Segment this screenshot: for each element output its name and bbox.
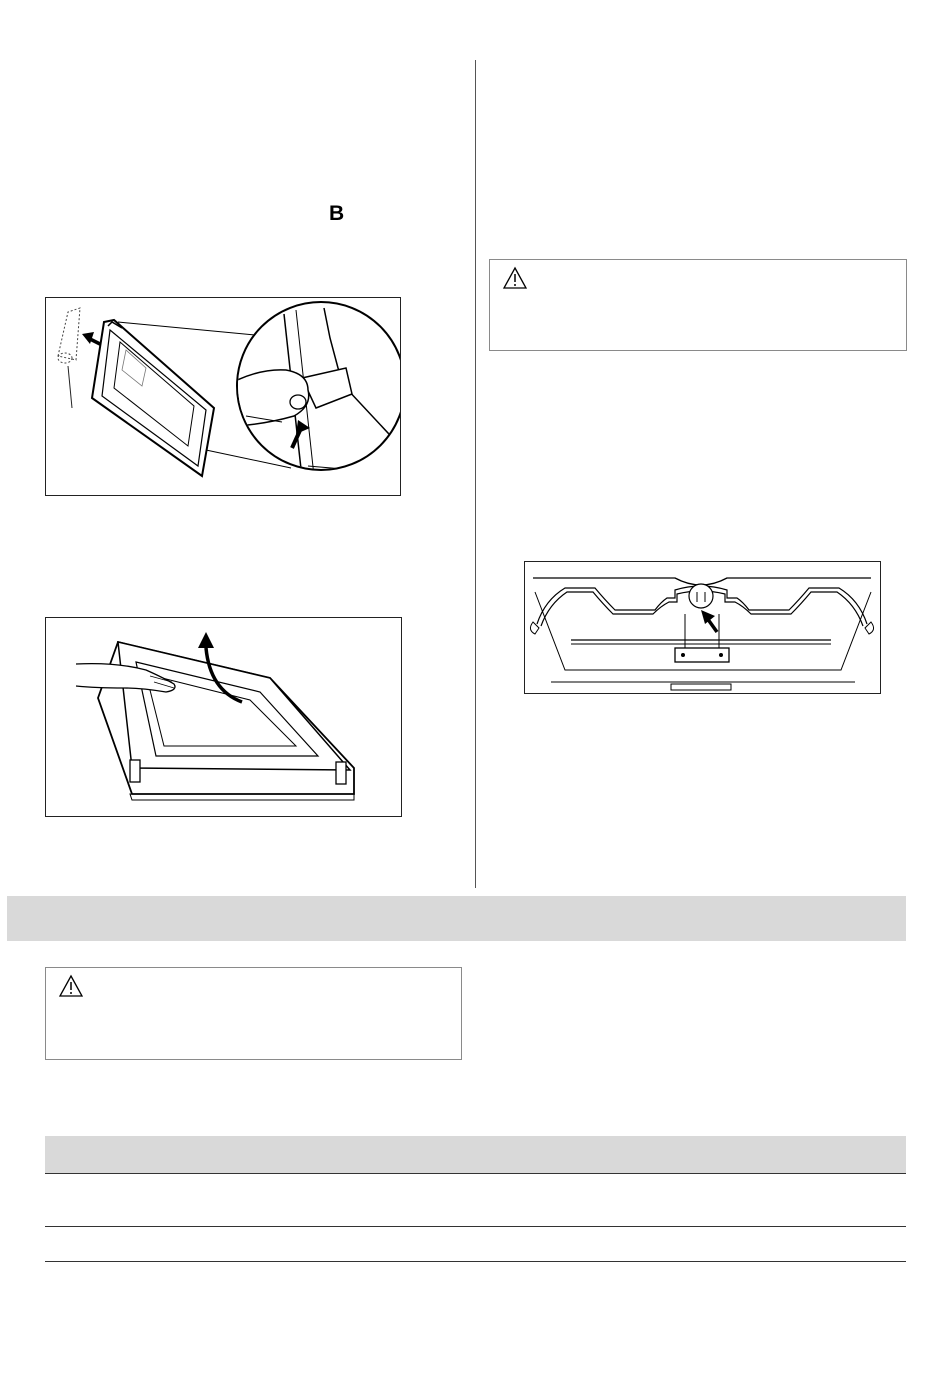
warning-triangle-icon [502,266,528,290]
table-row-divider [45,1226,906,1227]
warning-triangle-icon [58,974,84,998]
warning-box-lower [45,967,462,1060]
figure-glass-panel-lift [45,617,402,817]
section-header-bar [7,896,906,941]
table-header-row [45,1136,906,1174]
column-divider [475,60,476,888]
figure-heating-element [524,561,881,694]
step-label-b: B [329,202,345,225]
table-bottom-rule [45,1261,906,1262]
figure-door-clip-removal [45,297,401,496]
warning-box-right [489,259,907,351]
